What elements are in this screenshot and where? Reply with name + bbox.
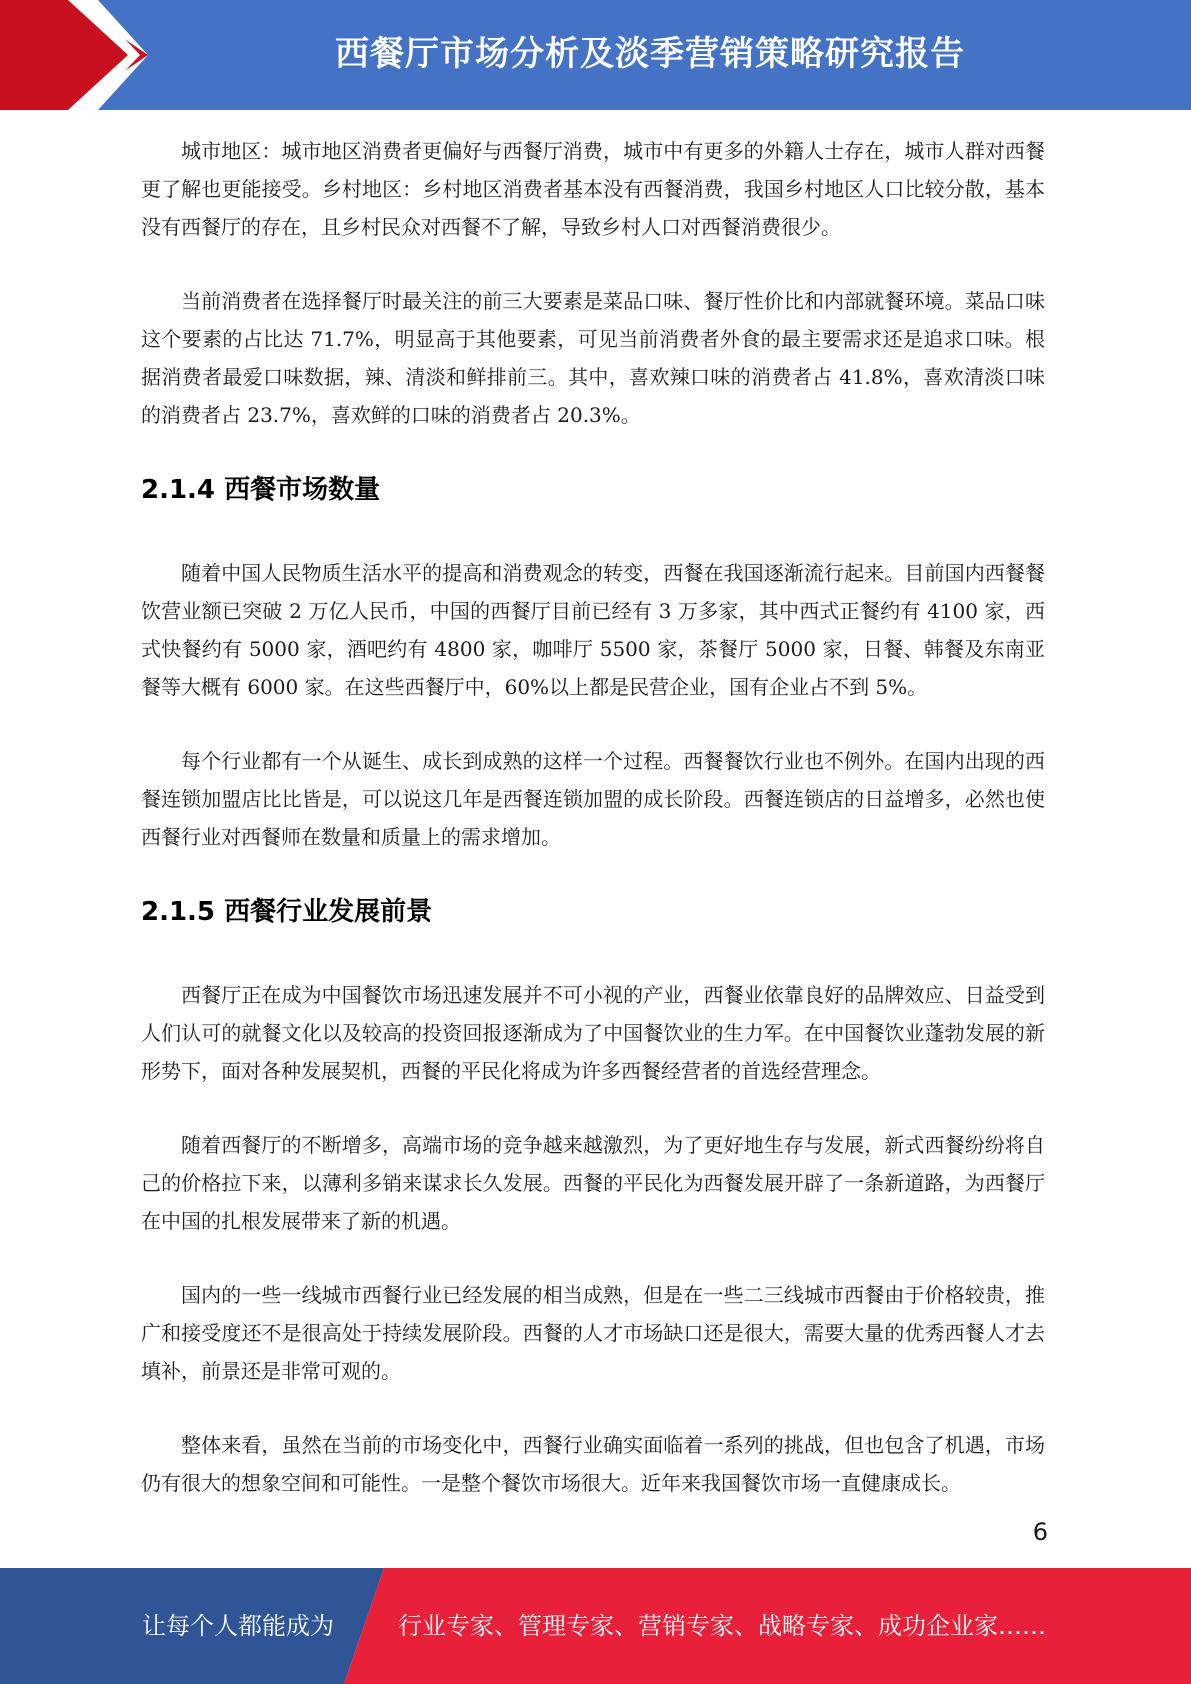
paragraph-market-count: 随着中国人民物质生活水平的提高和消费观念的转变，西餐在我国逐渐流行起来。目前国内西餐餐饮营业额已突破 2 万亿人民币，中国的西餐厅目前已经有 3 万多家，其中西式正餐约有 4100 家，西式快餐约有 5000 家，酒吧约有 4800 家，咖啡厅 5500 家，茶餐厅 5000 家，日餐、韩餐及东南亚餐等大概有 6000 家。在这些西餐厅中，60%以上都是民营企业，国有企业占不到 5%。 [141,561,1045,699]
paragraph-industry-growth: 每个行业都有一个从诞生、成长到成熟的这样一个过程。西餐餐饮行业也不例外。在国内出现的西餐连锁加盟店比比皆是，可以说这几年是西餐连锁加盟的成长阶段。西餐连锁店的日益增多，必然也使西餐行业对西餐师在数量和质量上的需求增加。 [141,749,1045,849]
footer-slogan-left: 让每个人都能成为 [142,1612,334,1640]
document-body [141,132,1045,1502]
report-title: 西餐厅市场分析及淡季营销策略研究报告 [335,34,965,74]
paragraph-prospect-3: 国内的一些一线城市西餐行业已经发展的相当成熟，但是在一些二三线城市西餐由于价格较贵，推广和接受度还不是很高处于持续发展阶段。西餐的人才市场缺口还是很大，需要大量的优秀西餐人才去填补，前景还是非常可观的。 [141,1283,1045,1383]
page-footer [0,1568,1191,1684]
page-number: 6 [1032,1518,1048,1546]
paragraph-taste-preference: 当前消费者在选择餐厅时最关注的前三大要素是菜品口味、餐厅性价比和内部就餐环境。菜品口味这个要素的占比达 71.7%，明显高于其他要素，可见当前消费者外食的最主要需求还是追求口味。根据消费者最爱口味数据，辣、清淡和鲜排前三。其中，喜欢辣口味的消费者占 41.8%，喜欢清淡口味的消费者占 23.7%，喜欢鲜的口味的消费者占 20.3%。 [141,289,1045,427]
paragraph-prospect-1: 西餐厅正在成为中国餐饮市场迅速发展并不可小视的产业，西餐业依靠良好的品牌效应、日益受到人们认可的就餐文化以及较高的投资回报逐渐成为了中国餐饮业的生力军。在中国餐饮业蓬勃发展的新形势下，面对各种发展契机，西餐的平民化将成为许多西餐经营者的首选经营理念。 [141,983,1045,1083]
section-heading-2-1-5: 2.1.5 西餐行业发展前景 [141,897,433,927]
paragraph-prospect-2: 随着西餐厅的不断增多，高端市场的竞争越来越激烈，为了更好地生存与发展，新式西餐纷纷将自己的价格拉下来，以薄利多销来谋求长久发展。西餐的平民化为西餐发展开辟了一条新道路，为西餐厅在中国的扎根发展带来了新的机遇。 [141,1133,1045,1233]
page-header [0,0,1191,110]
section-heading-2-1-4: 2.1.4 西餐市场数量 [141,475,381,505]
paragraph-urban-rural: 城市地区：城市地区消费者更偏好与西餐厅消费，城市中有更多的外籍人士存在，城市人群对西餐更了解也更能接受。乡村地区：乡村地区消费者基本没有西餐消费，我国乡村地区人口比较分散，基本没有西餐厅的存在，且乡村民众对西餐不了解，导致乡村人口对西餐消费很少。 [141,139,1045,239]
footer-slogan-right: 行业专家、管理专家、营销专家、战略专家、成功企业家…… [398,1612,1046,1640]
paragraph-prospect-4: 整体来看，虽然在当前的市场变化中，西餐行业确实面临着一系列的挑战，但也包含了机遇，市场仍有很大的想象空间和可能性。一是整个餐饮市场很大。近年来我国餐饮市场一直健康成长。 [141,1433,1045,1495]
